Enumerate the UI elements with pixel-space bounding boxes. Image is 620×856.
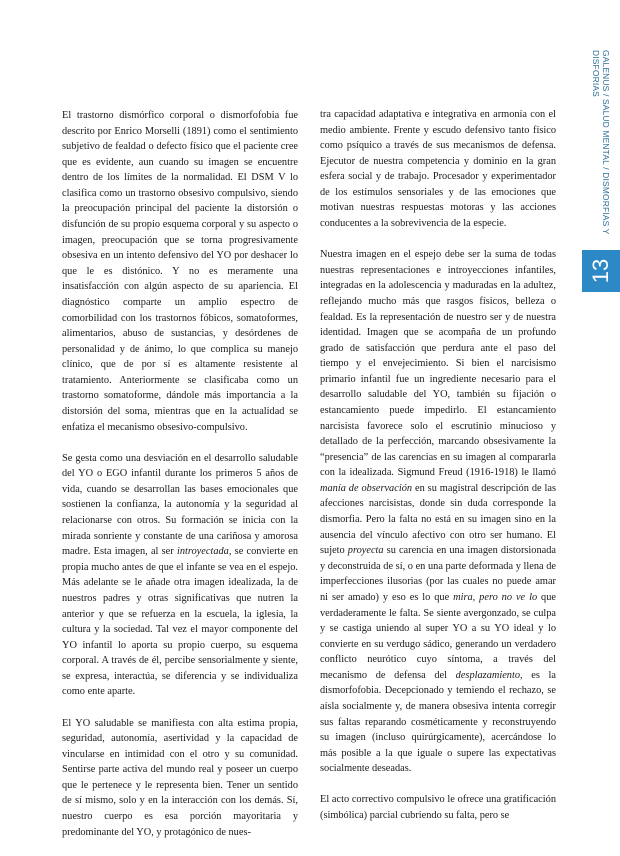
- text-run: , es la dismorfofobia. Decepcionado y temiendo el rechazo, se aísla socialmente y, de manera obsesiva intenta corregir sus faltas reparando cosméticamente y reconstruyendo su imagen (incluso quirúrgicamente), acercándose lo más posible a la que iguale o supere las expectativas socialmente deseadas.: [320, 669, 556, 775]
- text-run: Se gesta como una desviación en el desarrollo saludable del YO o EGO infantil durante los primeros 5 años de vida, cuando se desarrollan las bases emocionales que sostienen la confianza, la autonomía y la seguridad al relacionarse con otros. Su formación se inicia con la mirada sonriente y constante de una cariñosa y amorosa madre. Esta imagen, al ser: [62, 452, 298, 558]
- text-run: en su magistral descripción de las afecciones narcisistas, donde sin duda corresponde la dismorfia. Pero la falta no está en su imagen sino en la ausencia del vínculo afectivo con otro ser humano. El sujeto: [320, 482, 556, 557]
- page-number: 13: [587, 258, 613, 284]
- text-run: , se convierte en propia mucho antes de que el infante se vea en el espejo. Más adelante se le añade otra imagen idealizada, la de nuestros padres y otras significativas que nutren la anterior y que se refuerza en la escuela, la iglesia, la cultura y la sociedad. Tal vez el mayor componente del YO infantil lo aporta su propio cuerpo, su esquema corporal. A través de él, percibe sensorialmente y siente, se expresa, interactúa, se diferencia y se individualiza como ente aparte.: [62, 546, 298, 698]
- left-column: [62, 108, 298, 856]
- side-header: [580, 0, 620, 802]
- italic-term: manía de observación: [320, 482, 413, 494]
- paragraph: El YO saludable se manifiesta con alta estima propia, seguridad, autonomía, asertividad y la capacidad de vincularse en intimidad con el otro y su comunidad. Sentirse parte activa del mundo real y poseer un cuerpo que le pertenece y le representa bien. Tener un sentido de sí mismo, solo y en la interacción con los demás. Sí, nuestro cuerpo es esa porción mayoritaria y predominante del YO, y protagónico de nues-: [62, 717, 298, 838]
- page-number-box: [582, 250, 620, 292]
- right-column: [320, 107, 556, 839]
- italic-term: mira, pero no ve lo: [453, 591, 538, 603]
- text-run: Nuestra imagen en el espejo debe ser la suma de todas nuestras representaciones e introyecciones infantiles, integradas en la adolescencia y maduradas en la adultez, reflejando mucho más que rasgos físicos, belleza o fealdad. Es la representación de nuestro ser y de nuestra identidad. Imagen que se acompaña de un profundo grado de satisfacción que perdura ante el paso del tiempo y el envejecimiento. Si bien el narcisismo primario infantil fue un ingrediente necesario para el desarrollo saludable del YO, también su fijación o estancamiento puede impedirlo. El estancamiento narcisista favorece solo el escrutinio minucioso y detallado de la perfección, marcando obsesivamente la “presencia” de las carencias en su imagen al compararla con la idealizada. Sigmund Freud (1916-1918) le llamó: [320, 249, 556, 479]
- text-run: que verdaderamente le falta. Se siente avergonzado, se culpa y se castiga uniendo al super YO a su YO ideal y lo convierte en su verdugo sádico, generando un verdadero conflicto neurótico cuyo síntoma, a través del mecanismo de defensa del: [320, 591, 556, 681]
- paragraph: [320, 247, 556, 777]
- paragraph: [62, 451, 298, 700]
- italic-term: introyectada: [176, 546, 229, 558]
- italic-term: proyecta: [347, 545, 384, 557]
- italic-term: desplazamiento: [455, 669, 521, 681]
- paragraph: tra capacidad adaptativa e integrativa en armonía con el medio ambiente. Frente y escudo defensivo tanto físico como psíquico a través de sus mecanismos de defensa. Ejecutor de nuestra competencia y dominio en la gran esfera social y de trabajo. Procesador y experimentador de los estímulos sensoriales y de las emociones que motivan nuestras respuestas motoras y las acciones conducentes a la sobrevivencia de la especie.: [320, 109, 556, 230]
- text-run: su carencia en una imagen distorsionada y deconstruida de sí, o en una parte deformada y llena de imperfecciones ilusorias (por las cuales no puede amar ni ser amado) y eso es lo que: [320, 545, 557, 603]
- running-title: GALENUS / SALUD MENTAL / DISMORFIAS Y DISFORIAS: [591, 50, 611, 235]
- paragraph: El acto correctivo compulsivo le ofrece una gratificación (simbólica) parcial cubriendo su falta, pero se: [320, 794, 556, 822]
- paragraph: El trastorno dismórfico corporal o dismorfofobia fue descrito por Enrico Morselli (1891) como el sentimiento subjetivo de fealdad o defecto físico que el paciente cree que es evidente, aun cuando su imagen se encuentre dentro de los límites de la normalidad. El DSM V lo clasifica como un trastorno obsesivo compulsivo, siendo la preocupación principal del paciente la distorsión o disfunción de su propio esquema corporal y su aspecto o imagen, preocupación que se torna progresivamente obsesiva en un intento defensivo del YO por deshacer lo que le es distónico. Y no es meramente una insatisfacción con algún aspecto de su apariencia. El diagnóstico comparte un amplio espectro de comorbilidad con los trastornos fóbicos, somatoformes, alimentarios, abuso de sustancias, y desórdenes de personalidad y de ánimo, lo que complica su manejo clínico, que de por sí es altamente resistente al tratamiento. Anteriormente se clasificaba como un trastorno somatoforme, dándole más importancia a la distorsión del soma, mientras que en la actualidad se enfatiza el mecanismo obsesivo-compulsivo.: [62, 110, 298, 433]
